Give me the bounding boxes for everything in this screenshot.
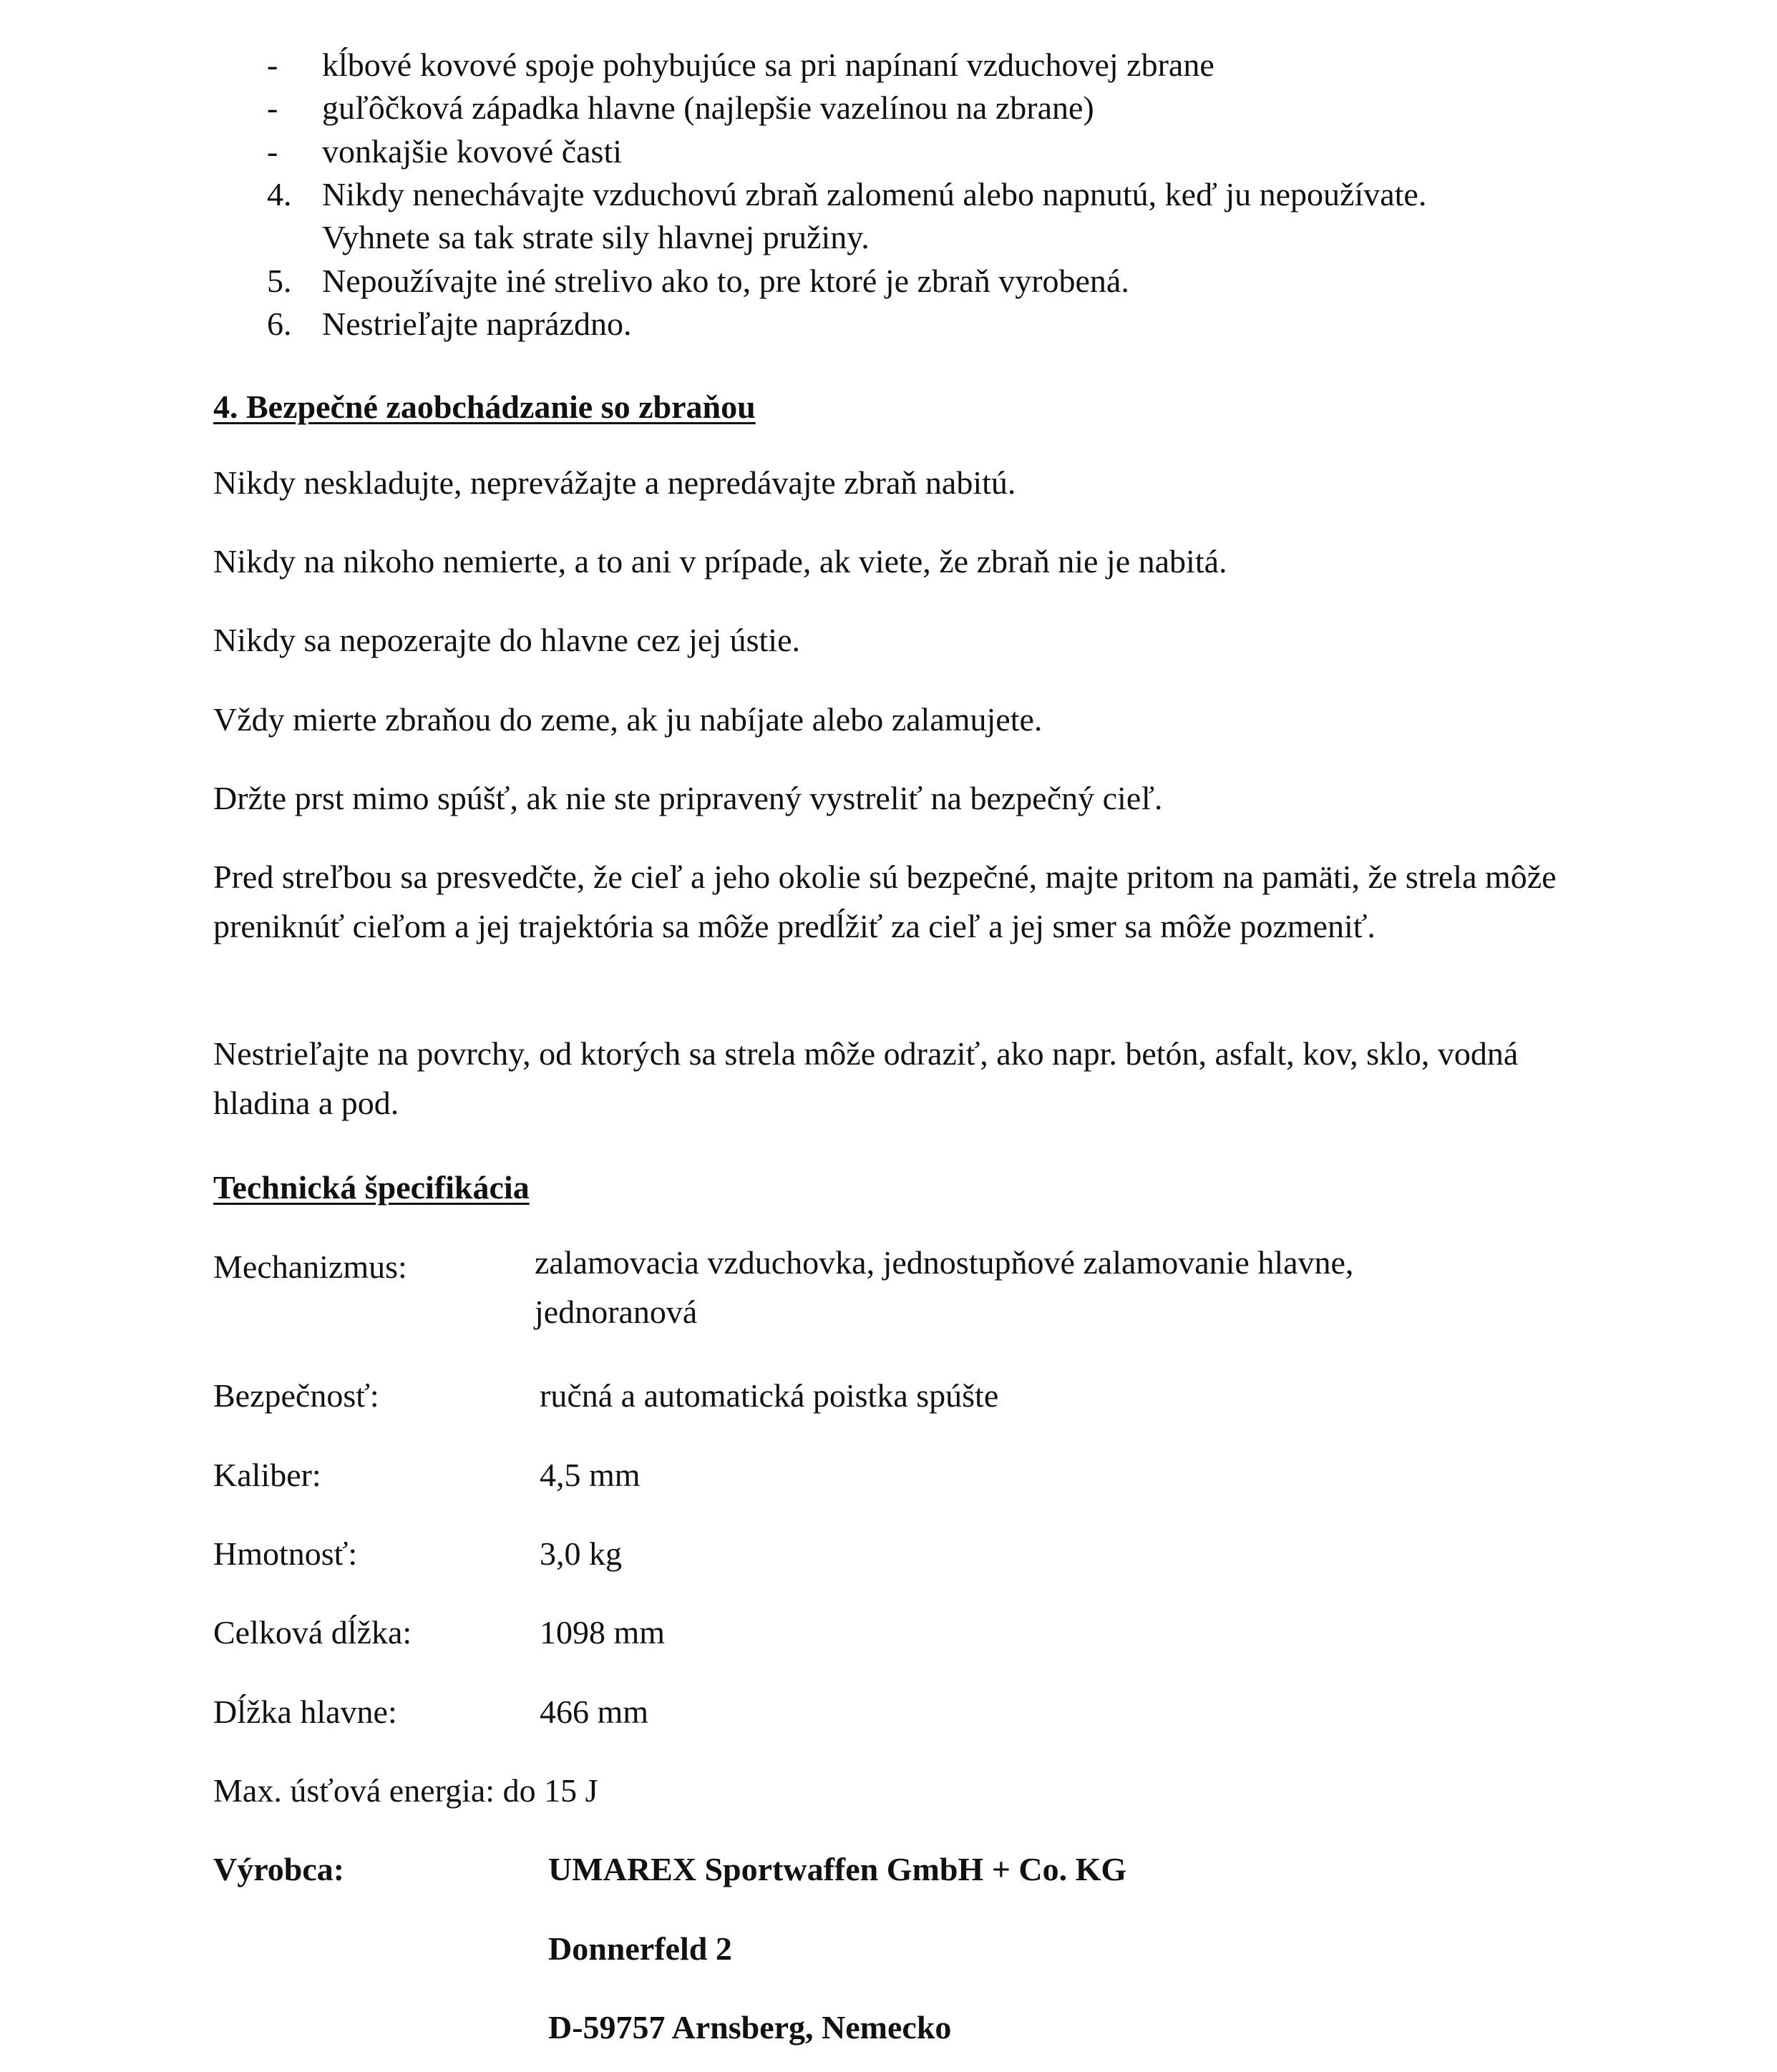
bullet-item: vonkajšie kovové časti — [322, 133, 623, 170]
paragraph: Držte prst mimo spúšť, ak nie ste pripravený vystreliť na bezpečný cieľ. — [213, 780, 1163, 816]
paragraph: Nikdy sa nepozerajte do hlavne cez jej ústie. — [213, 622, 801, 658]
spec-energy: Max. úsťová energia: do 15 J — [213, 1772, 598, 1809]
list-number: 4. — [267, 176, 292, 212]
paragraph: Pred streľbou sa presvedčte, že cieľ a jeho okolie sú bezpečné, majte pritom na pamäti, že strela môže preniknúť cieľom a jej trajektória sa môže predĺžiť za cieľ a jej smer sa môže pozmeniť. — [213, 859, 1557, 944]
bullet-marker: - — [267, 133, 278, 170]
list-number: 6. — [267, 306, 292, 342]
spec-value: 4,5 mm — [540, 1457, 641, 1493]
manufacturer-label: Výrobca: — [213, 1851, 345, 1887]
manufacturer-street: Donnerfeld 2 — [548, 1930, 732, 1967]
section-heading: 4. Bezpečné zaobchádzanie so zbraňou — [213, 388, 756, 425]
numbered-item-continuation: Vyhnete sa tak strate sily hlavnej pružiny. — [322, 219, 870, 255]
paragraph: Nikdy neskladujte, neprevážajte a nepredávajte zbraň nabitú. — [213, 464, 1016, 501]
manufacturer-city: D-59757 Arnsberg, Nemecko — [548, 2009, 952, 2046]
numbered-item: Nikdy nenechávajte vzduchovú zbraň zalomenú alebo napnutú, keď ju nepoužívate. — [322, 176, 1427, 212]
spec-value: zalamovacia vzduchovka, jednostupňové zalamovanie hlavne, jednoranová — [535, 1244, 1354, 1330]
paragraph: Nestrieľajte na povrchy, od ktorých sa strela môže odraziť, ako napr. betón, asfalt, kov, sklo, vodná hladina a pod. — [213, 1035, 1519, 1121]
list-number: 5. — [267, 263, 292, 299]
manufacturer-name: UMAREX Sportwaffen GmbH + Co. KG — [548, 1851, 1127, 1887]
paragraph: Vždy mierte zbraňou do zeme, ak ju nabíjate alebo zalamujete. — [213, 701, 1043, 738]
spec-value: 3,0 kg — [540, 1535, 622, 1572]
spec-label: Hmotnosť: — [213, 1535, 358, 1572]
bullet-marker: - — [267, 89, 278, 126]
spec-label: Mechanizmus: — [213, 1248, 407, 1285]
bullet-item: guľôčková západka hlavne (najlepšie vazelínou na zbrane) — [322, 89, 1094, 126]
spec-value: ručná a automatická poistka spúšte — [540, 1377, 999, 1414]
numbered-item: Nepoužívajte iné strelivo ako to, pre ktoré je zbraň vyrobená. — [322, 263, 1129, 299]
bullet-item: kĺbové kovové spoje pohybujúce sa pri napínaní vzduchovej zbrane — [322, 47, 1214, 83]
spec-value: 1098 mm — [540, 1614, 666, 1651]
specs-heading: Technická špecifikácia — [213, 1169, 530, 1206]
spec-label: Bezpečnosť: — [213, 1377, 379, 1414]
bullet-marker: - — [267, 47, 278, 83]
spec-label: Kaliber: — [213, 1457, 321, 1493]
spec-label: Celková dĺžka: — [213, 1614, 412, 1651]
spec-value: 466 mm — [540, 1694, 649, 1730]
spec-label: Dĺžka hlavne: — [213, 1694, 397, 1730]
numbered-item: Nestrieľajte naprázdno. — [322, 306, 632, 342]
paragraph: Nikdy na nikoho nemierte, a to ani v prípade, ak viete, že zbraň nie je nabitá. — [213, 543, 1227, 580]
